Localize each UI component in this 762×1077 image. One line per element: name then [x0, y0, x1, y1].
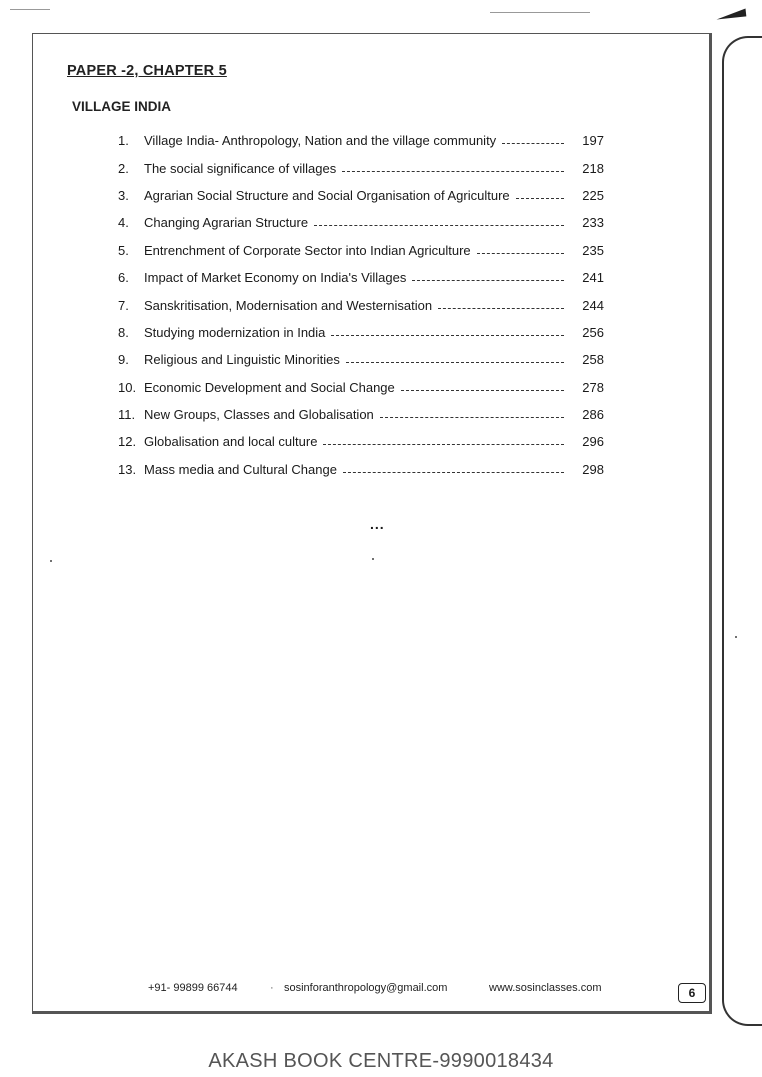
page-corner-mark	[716, 8, 747, 19]
toc-number: 5.	[118, 242, 129, 258]
toc-leader	[477, 253, 564, 254]
toc-number: 9.	[118, 352, 129, 368]
toc-entry	[118, 456, 604, 483]
toc-page: 298	[582, 461, 604, 477]
toc-entry	[118, 346, 604, 373]
toc-title: The social significance of villages	[144, 160, 337, 176]
toc-title: Changing Agrarian Structure	[144, 215, 309, 231]
toc-entry	[118, 428, 604, 455]
toc-leader	[343, 472, 564, 473]
toc-title: Sanskritisation, Modernisation and Westernisation	[144, 297, 433, 313]
footer-phone: +91- 99899 66744	[148, 982, 238, 994]
toc-leader	[331, 335, 564, 336]
table-of-contents	[118, 127, 604, 483]
toc-number: 3.	[118, 187, 129, 203]
toc-page: 218	[582, 160, 604, 176]
toc-entry	[118, 237, 604, 264]
footer-website: www.sosinclasses.com	[489, 982, 602, 994]
toc-number: 10.	[118, 379, 137, 395]
toc-leader	[438, 308, 564, 309]
toc-number: 13.	[118, 461, 137, 477]
end-ellipsis: ...	[370, 516, 385, 532]
footer-separator: ·	[270, 982, 274, 994]
toc-title: New Groups, Classes and Globalisation	[144, 407, 374, 423]
toc-number: 7.	[118, 297, 129, 313]
toc-page: 258	[582, 352, 604, 368]
paper-chapter-heading: PAPER -2, CHAPTER 5	[67, 63, 227, 79]
scan-speck	[50, 560, 52, 562]
watermark-text: AKASH BOOK CENTRE-9990018434	[208, 1050, 554, 1072]
section-title: VILLAGE INDIA	[72, 99, 172, 114]
toc-number: 6.	[118, 270, 129, 286]
scan-line-top-right	[490, 12, 590, 13]
toc-title: Impact of Market Economy on India's Villages	[144, 270, 407, 286]
toc-page: 296	[582, 434, 604, 450]
toc-title: Studying modernization in India	[144, 324, 326, 340]
toc-title: Village India- Anthropology, Nation and the village community	[144, 133, 497, 149]
toc-entry	[118, 209, 604, 236]
toc-leader	[401, 390, 564, 391]
toc-entry	[118, 374, 604, 401]
toc-page: 233	[582, 215, 604, 231]
toc-number: 2.	[118, 160, 129, 176]
toc-page: 241	[582, 270, 604, 286]
toc-entry	[118, 154, 604, 181]
toc-title: Agrarian Social Structure and Social Organisation of Agriculture	[144, 187, 510, 203]
toc-entry	[118, 401, 604, 428]
toc-entry	[118, 127, 604, 154]
toc-number: 11.	[118, 407, 136, 423]
scan-speck	[735, 636, 737, 638]
toc-entry	[118, 182, 604, 209]
toc-entry	[118, 264, 604, 291]
toc-leader	[323, 444, 564, 445]
toc-page: 235	[582, 242, 604, 258]
toc-title: Mass media and Cultural Change	[144, 461, 337, 477]
toc-entry	[118, 319, 604, 346]
page-number: 6	[678, 983, 706, 1003]
page-curl-edge	[722, 36, 762, 1026]
scan-line-top-left	[10, 9, 50, 10]
scan-speck	[372, 558, 374, 560]
toc-page: 278	[582, 379, 604, 395]
toc-leader	[502, 143, 564, 144]
toc-page: 286	[582, 407, 604, 423]
toc-page: 197	[582, 133, 604, 149]
toc-title: Economic Development and Social Change	[144, 379, 395, 395]
toc-title: Globalisation and local culture	[144, 434, 318, 450]
toc-number: 1.	[118, 133, 129, 149]
toc-number: 4.	[118, 215, 129, 231]
toc-leader	[380, 417, 564, 418]
toc-number: 12.	[118, 434, 137, 450]
toc-page: 244	[582, 297, 604, 313]
footer-email: sosinforanthropology@gmail.com	[284, 982, 448, 994]
toc-leader	[342, 171, 564, 172]
toc-leader	[516, 198, 564, 199]
toc-leader	[314, 225, 564, 226]
toc-page: 225	[582, 187, 604, 203]
toc-page: 256	[582, 324, 604, 340]
toc-entry	[118, 291, 604, 318]
toc-title: Entrenchment of Corporate Sector into Indian Agriculture	[144, 242, 471, 258]
toc-leader	[346, 362, 564, 363]
toc-number: 8.	[118, 324, 129, 340]
toc-leader	[412, 280, 564, 281]
toc-title: Religious and Linguistic Minorities	[144, 352, 340, 368]
